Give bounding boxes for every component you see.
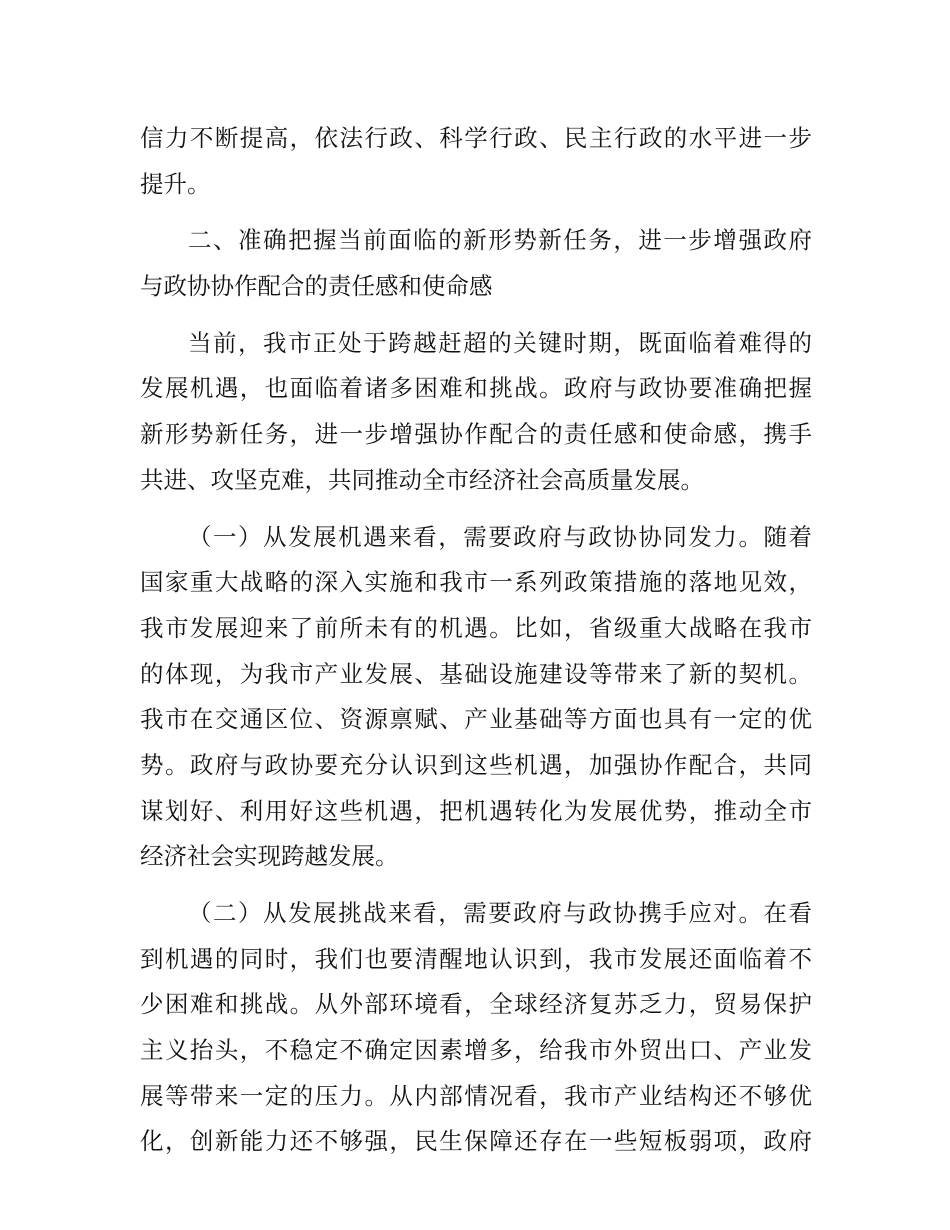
text-line: 势。政府与政协要充分认识到这些机遇，加强协作配合，共同: [140, 750, 812, 779]
document-body: [140, 116, 812, 1165]
text-line: 共进、攻坚克难，共同推动全市经济社会高质量发展。: [140, 465, 704, 494]
text-line: （一）从发展机遇来看，需要政府与政协协同发力。随着: [188, 522, 812, 551]
text-line: （二）从发展挑战来看，需要政府与政协携手应对。在看: [188, 899, 812, 927]
text-line: 少困难和挑战。从外部环境看，全球经济复苏乏力，贸易保护: [140, 990, 812, 1019]
text-line: 与政协协作配合的责任感和使命感: [140, 272, 493, 301]
text-line: 国家重大战略的深入实施和我市一系列政策措施的落地见效，: [140, 568, 812, 597]
paragraph: [140, 891, 812, 1165]
text-line: 的体现，为我市产业发展、基础设施建设等带来了新的契机。: [140, 659, 812, 688]
text-line: 二、准确把握当前面临的新形势新任务，进一步增强政府: [188, 226, 812, 255]
text-line: 信力不断提高，依法行政、科学行政、民主行政的水平进一步: [140, 124, 812, 152]
text-line: 提升。: [140, 169, 211, 198]
text-line: 新形势新任务，进一步增强协作配合的责任感和使命感，携手: [140, 420, 812, 449]
text-line: 主义抬头，不稳定不确定因素增多，给我市外贸出口、产业发: [140, 1036, 812, 1065]
section-heading: [140, 218, 812, 309]
paragraph: [140, 321, 812, 504]
text-line: 发展机遇，也面临着诸多困难和挑战。政府与政协要准确把握: [140, 374, 812, 403]
text-line: 我市在交通区位、资源禀赋、产业基础等方面也具有一定的优: [140, 705, 812, 734]
text-line: 展等带来一定的压力。从内部情况看，我市产业结构还不够优: [140, 1081, 812, 1110]
text-line: 经济社会实现跨越发展。: [140, 842, 399, 871]
text-line: 到机遇的同时，我们也要清醒地认识到，我市发展还面临着不: [140, 944, 812, 973]
paragraph: [140, 515, 812, 881]
text-line: 当前，我市正处于跨越赶超的关键时期，既面临着难得的: [188, 328, 812, 357]
text-line: 化，创新能力还不够强，民生保障还存在一些短板弱项，政府: [140, 1127, 812, 1156]
text-line: 谋划好、利用好这些机遇，把机遇转化为发展优势，推动全市: [140, 796, 812, 825]
text-line: 我市发展迎来了前所未有的机遇。比如，省级重大战略在我市: [140, 613, 812, 642]
paragraph-continuation: [140, 116, 812, 207]
